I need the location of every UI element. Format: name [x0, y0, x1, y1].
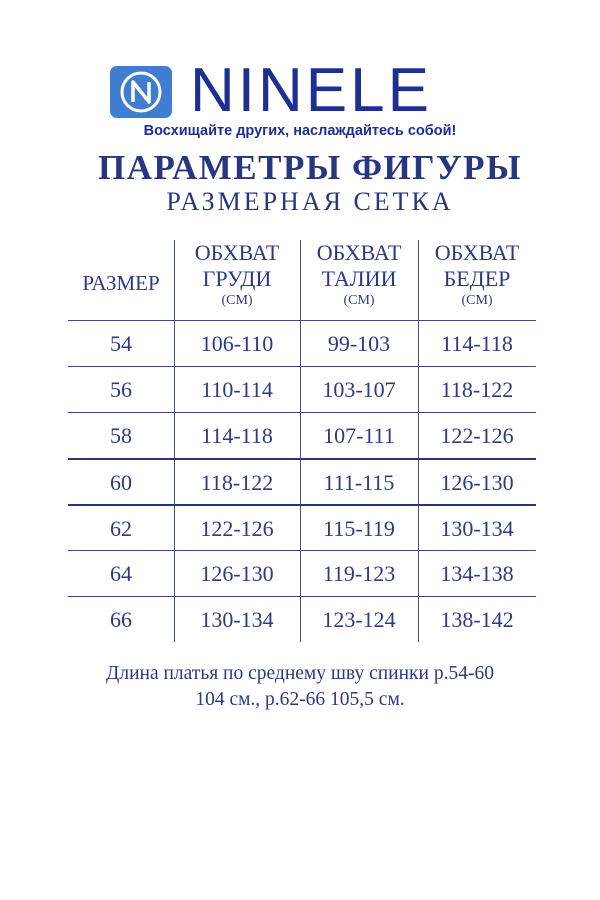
- cell-chest: 118-122: [200, 470, 274, 495]
- cell-waist: 107-111: [323, 423, 395, 448]
- dress-length-note: [0, 661, 600, 713]
- cell-waist: 115-119: [323, 516, 395, 541]
- brand-logo: [110, 56, 500, 125]
- header-size: РАЗМЕР: [82, 271, 160, 295]
- table-row: [68, 366, 536, 413]
- table-row: [68, 458, 536, 506]
- size-chart-table: [68, 240, 536, 632]
- cell-size: 56: [110, 377, 132, 402]
- logo-wordmark: NINELE: [190, 56, 432, 125]
- cell-size: 54: [110, 331, 132, 356]
- page-title: ПАРАМЕТРЫ ФИГУРЫ: [98, 148, 522, 187]
- cell-hips: 130-134: [440, 516, 514, 541]
- header-waist: [300, 240, 418, 320]
- cell-size: 64: [110, 561, 132, 586]
- table-row: [68, 550, 536, 597]
- note-line-2: 104 см., р.62-66 105,5 см.: [195, 689, 405, 710]
- header-hips-line1: ОБХВАТ: [434, 240, 520, 265]
- page-subtitle: РАЗМЕРНАЯ СЕТКА: [166, 187, 454, 216]
- cell-hips: 122-126: [440, 423, 514, 448]
- logo-n-icon: [110, 66, 172, 118]
- cell-size: 60: [110, 470, 132, 495]
- brand-slogan: Восхищайте других, наслаждайтесь собой!: [143, 123, 457, 139]
- header-waist-unit: (СМ): [343, 293, 375, 308]
- header-hips-unit: (СМ): [461, 293, 493, 308]
- cell-chest: 114-118: [201, 423, 273, 448]
- header-waist-line2: ТАЛИИ: [321, 266, 397, 291]
- cell-size: 58: [110, 423, 132, 448]
- cell-hips: 114-118: [441, 331, 513, 356]
- header-chest-line2: ГРУДИ: [202, 266, 272, 291]
- table-row: [68, 596, 536, 643]
- note-line-1: Длина платья по среднему шву спинки р.54-60: [106, 663, 494, 684]
- header-waist-line1: ОБХВАТ: [316, 240, 402, 265]
- header-chest-line1: ОБХВАТ: [194, 240, 280, 265]
- header-hips: [418, 240, 536, 320]
- header-chest-unit: (СМ): [221, 293, 253, 308]
- cell-chest: 126-130: [200, 561, 274, 586]
- cell-waist: 123-124: [322, 607, 396, 632]
- table-row: [68, 320, 536, 367]
- cell-size: 62: [110, 516, 132, 541]
- cell-hips: 126-130: [440, 470, 514, 495]
- table-header: [68, 240, 536, 320]
- cell-hips: 138-142: [440, 607, 514, 632]
- cell-waist: 99-103: [327, 331, 391, 356]
- cell-chest: 110-114: [201, 377, 273, 402]
- cell-size: 66: [110, 607, 132, 632]
- table-row: [68, 412, 536, 459]
- cell-hips: 118-122: [440, 377, 514, 402]
- table-row: [68, 504, 536, 552]
- header-chest: [174, 240, 300, 320]
- cell-hips: 134-138: [440, 561, 514, 586]
- cell-chest: 122-126: [200, 516, 274, 541]
- cell-chest: 130-134: [200, 607, 274, 632]
- cell-chest: 106-110: [200, 331, 274, 356]
- cell-waist: 111-115: [323, 470, 395, 495]
- cell-waist: 103-107: [322, 377, 396, 402]
- cell-waist: 119-123: [322, 561, 396, 586]
- header-hips-line2: БЕДЕР: [443, 266, 511, 291]
